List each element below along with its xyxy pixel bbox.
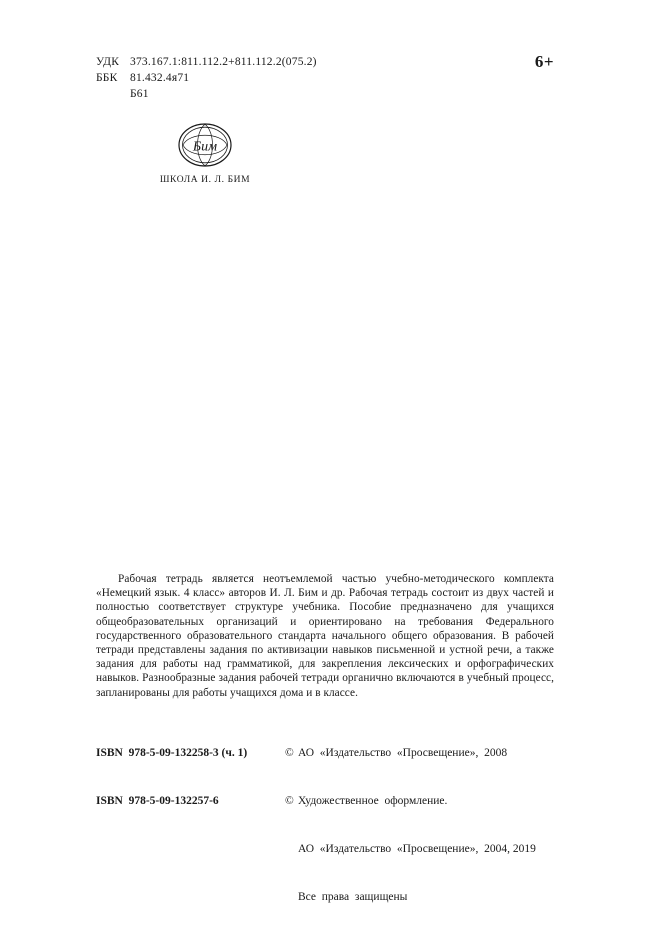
copyright-line-1 bbox=[285, 745, 536, 761]
isbn-part-1: ISBN 978-5-09-132258-3 (ч. 1) bbox=[96, 747, 248, 759]
copyright-line-2 bbox=[285, 793, 536, 809]
isbn-block bbox=[96, 713, 247, 841]
bbk-value: 81.432.4я71 bbox=[130, 72, 190, 84]
bbk-line bbox=[96, 70, 317, 86]
classification-codes bbox=[96, 54, 317, 102]
copyright-symbol-icon-2: © bbox=[285, 795, 294, 807]
copyright-line-3 bbox=[285, 841, 536, 857]
udk-line bbox=[96, 54, 317, 70]
udk-label: УДК bbox=[96, 56, 120, 68]
copyright-line-4 bbox=[285, 889, 536, 905]
bim-emblem-icon bbox=[177, 122, 233, 168]
isbn-full: ISBN 978-5-09-132257-6 bbox=[96, 795, 219, 807]
author-mark: Б61 bbox=[130, 88, 149, 100]
copyright-rights-reserved: Все права защищены bbox=[298, 891, 408, 903]
author-mark-line bbox=[96, 86, 317, 102]
annotation-text: Рабочая тетрадь является неотъемлемой частью учебно-методического комплекта «Немецкий язык. 4 класс» авторов И. Л. Бим и др. Рабочая тетрадь состоит из двух частей и полностью соответствует структуре учебника. Пособие предназначено для учащихся общеобразовательных организаций и ориентировано на требования Федерального государственного образовательного стандарта начального общего образования. В рабочей тетради представлены задания по активизации навыков письменной и устной речи, а также задания для работы над грамматикой, для закрепления лексических и орфографических навыков. Разнообразные задания рабочей тетради органично включаются в учебный процесс, запланированы для работы учащихся дома и в классе. bbox=[96, 573, 554, 699]
copyright-publisher-2004-2019: АО «Издательство «Просвещение», 2004, 2019 bbox=[298, 843, 536, 855]
copyright-symbol-icon: © bbox=[285, 747, 294, 759]
copyright-design: Художественное оформление. bbox=[298, 795, 448, 807]
svg-text:Бим: Бим bbox=[192, 139, 218, 155]
series-logo-caption: ШКОЛА И. Л. БИМ bbox=[159, 175, 251, 185]
bbk-label: ББК bbox=[96, 72, 118, 84]
copyright-publisher-2008: АО «Издательство «Просвещение», 2008 bbox=[298, 747, 508, 759]
series-logo bbox=[125, 122, 285, 185]
copyright-block bbox=[285, 713, 536, 937]
udk-value: 373.167.1:811.112.2+811.112.2(075.2) bbox=[130, 56, 317, 68]
age-rating-badge: 6+ bbox=[534, 52, 554, 71]
